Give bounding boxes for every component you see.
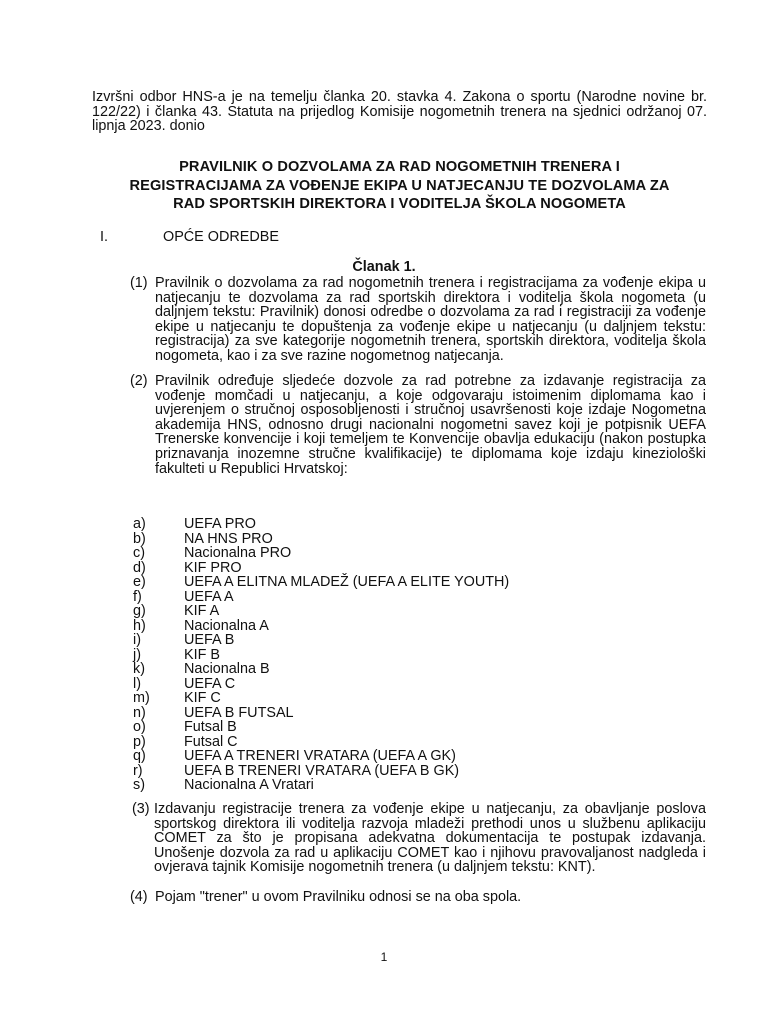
list-item-label: Nacionalna PRO — [184, 545, 292, 561]
list-item — [133, 619, 633, 634]
list-item-label: Nacionalna A Vratari — [184, 777, 314, 793]
list-item-letter: h) — [133, 617, 146, 634]
license-list — [133, 517, 633, 793]
list-item-letter: d) — [133, 559, 146, 576]
paragraph-text: Izdavanju registracije trenera za vođenje ekipe u natjecanju, za obavljanje poslova sportskog direktora ili voditelja razvoja mladeži prethodi unos u službenu aplikaciju COMET za što je propisana adekvatna dokumentacija te postupak izdavanja. Unošenje dozvola za rad u aplikaciju COMET kao i njihovu pravovaljanost nadgleda i ovjerava tajnik Komisije nogometnih trenera (u daljnjem tekstu: KNT). — [154, 801, 706, 876]
list-item — [133, 662, 633, 677]
paragraph-number: (2) — [130, 373, 148, 389]
list-item-letter: q) — [133, 748, 146, 764]
list-item — [133, 764, 633, 779]
list-item — [133, 691, 633, 706]
list-item-label: UEFA B — [184, 632, 235, 648]
title-line-3: RAD SPORTSKIH DIREKTORA I VODITELJA ŠKOLA NOGOMETA — [173, 196, 626, 212]
list-item — [133, 735, 633, 750]
title-line-1: PRAVILNIK O DOZVOLAMA ZA RAD NOGOMETNIH TRENERA I — [179, 159, 620, 175]
list-item-label: NA HNS PRO — [184, 530, 273, 547]
list-item-label: UEFA A TRENERI VRATARA (UEFA A GK) — [184, 748, 456, 764]
list-item-label: UEFA A ELITNA MLADEŽ (UEFA A ELITE YOUTH) — [184, 574, 510, 590]
list-item — [133, 778, 633, 793]
paragraph-2 — [130, 374, 706, 476]
list-item-label: KIF PRO — [184, 559, 242, 576]
article-heading: Članak 1. — [352, 259, 416, 275]
paragraph-4 — [130, 890, 706, 905]
list-item-letter: f) — [133, 588, 142, 605]
list-item — [133, 546, 633, 561]
list-item-label: Nacionalna A — [184, 617, 269, 634]
paragraph-text: Pravilnik o dozvolama za rad nogometnih trenera i registracijama za vođenje ekipa u natjecanju te dozvolama za rad sportskih direktora i voditelja škola nogometa (u daljnjem tekstu: Pravilnik) donosi odredbe o dozvolama za rad i registraciji za vođenje ekipe u natjecanju te dopuštenja za vođenje ekipe u natjecanju (u daljnjem tekstu: registracija) za sve kategorije nogometnih trenera, sportskih direktora, voditelja škola nogometa, kao i za sve razine nogometnog natjecanja. — [155, 275, 706, 364]
title-line-2: REGISTRACIJAMA ZA VOĐENJE EKIPA U NATJECANJU TE DOZVOLAMA ZA — [129, 177, 670, 194]
list-item-label: UEFA C — [184, 675, 236, 692]
list-item — [133, 575, 633, 590]
list-item-label: UEFA A — [184, 588, 234, 605]
list-item — [133, 633, 633, 648]
section-number: I. — [100, 229, 108, 245]
list-item-letter: s) — [133, 777, 145, 793]
list-item-letter: p) — [133, 733, 146, 750]
section-name: OPĆE ODREDBE — [163, 229, 279, 245]
list-item-letter: k) — [133, 661, 145, 677]
list-item-label: UEFA B TRENERI VRATARA (UEFA B GK) — [184, 762, 460, 779]
list-item-letter: i) — [133, 632, 141, 648]
list-item-letter: r) — [133, 762, 143, 779]
list-item — [133, 532, 633, 547]
list-item-letter: m) — [133, 690, 150, 706]
list-item-label: KIF A — [184, 603, 220, 619]
list-item-letter: g) — [133, 603, 146, 619]
list-item — [133, 604, 633, 619]
paragraph-number: (1) — [130, 275, 148, 291]
list-item-letter: l) — [133, 675, 141, 692]
list-item-label: KIF B — [184, 646, 220, 663]
list-item-letter: e) — [133, 574, 146, 590]
list-item-label: Futsal C — [184, 733, 238, 750]
list-item — [133, 677, 633, 692]
list-item — [133, 706, 633, 721]
list-item — [133, 749, 633, 764]
list-item — [133, 561, 633, 576]
paragraph-text: Pojam "trener" u ovom Pravilniku odnosi se na oba spola. — [155, 889, 522, 905]
list-item-label: Futsal B — [184, 719, 237, 735]
list-item — [133, 720, 633, 735]
list-item-label: UEFA PRO — [184, 516, 256, 532]
list-item — [133, 648, 633, 663]
document-title — [92, 158, 707, 214]
list-item — [133, 517, 633, 532]
paragraph-1 — [130, 276, 706, 364]
paragraph-text: Pravilnik određuje sljedeće dozvole za rad potrebne za izdavanje registracija za vođenje momčadi u natjecanju, a koje odgovaraju istoimenim diplomama kao i uvjerenjem o stručnoj osposobljenosti i stručnoj usavršenosti koje izdaje Nogometna akademija HNS, odnosno drugi nacionalni nogometni savez koji je potpisnik UEFA Trenerske konvencije i koji temeljem te Konvencije obavlja edukaciju (nakon postupka priznavanja inozemne stručne kvalifikacije) te diplomama koje izdaju kineziološki fakulteti u Republici Hrvatskoj: — [155, 373, 706, 477]
list-item-letter: b) — [133, 530, 146, 547]
page-number: 1 — [380, 950, 388, 964]
list-item-label: KIF C — [184, 690, 221, 706]
list-item-letter: o) — [133, 719, 146, 735]
list-item-letter: j) — [133, 646, 141, 663]
preamble-text: Izvršni odbor HNS-a je na temelju članka 20. stavka 4. Zakona o sportu (Narodne novine br. 122/22) i članka 43. Statuta na prijedlog Komisije nogometnih trenera na sjednici održanoj 07. lipnja 2023. donio — [92, 89, 707, 135]
list-item-letter: a) — [133, 516, 146, 532]
paragraph-number: (3) — [132, 801, 150, 817]
paragraph-3 — [130, 802, 706, 875]
list-item-letter: c) — [133, 545, 145, 561]
list-item-label: Nacionalna B — [184, 661, 270, 677]
list-item — [133, 590, 633, 605]
paragraph-number: (4) — [130, 889, 148, 905]
list-item-letter: n) — [133, 704, 146, 721]
list-item-label: UEFA B FUTSAL — [184, 704, 294, 721]
